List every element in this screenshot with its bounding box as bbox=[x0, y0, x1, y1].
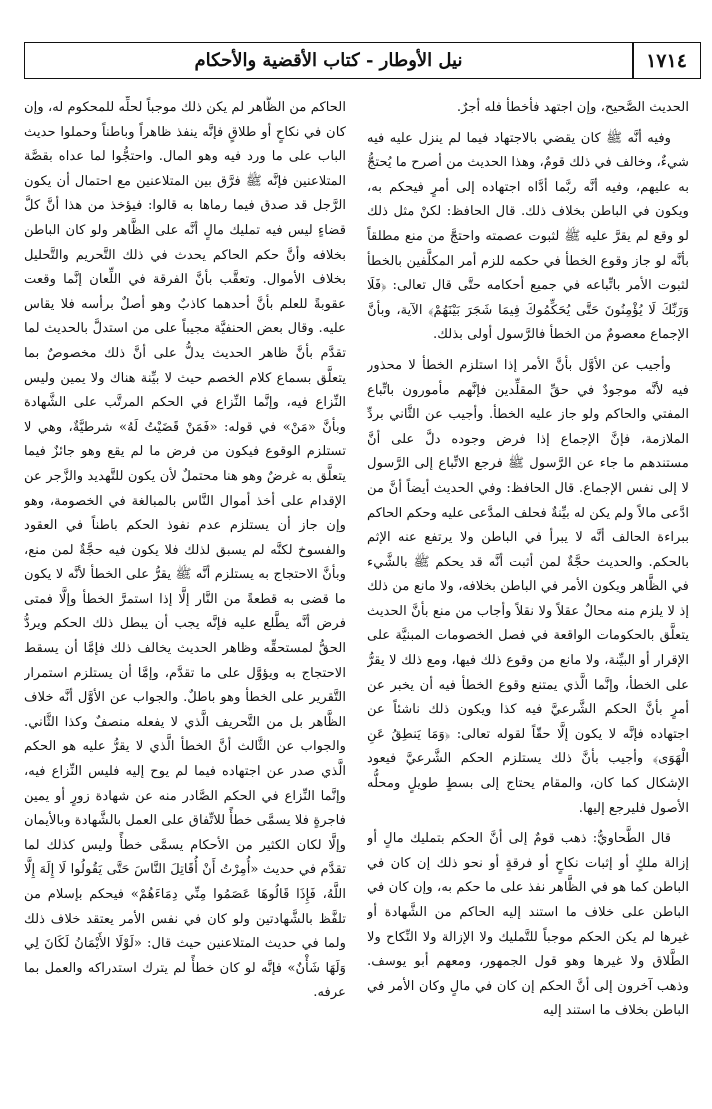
paragraph: قال الطَّحاويُّ: ذهب قومٌ إلى أنَّ الحكم بتمليك مالٍ أو إزالة ملكٍ أو إثبات نكاحٍ أو فرقةٍ أو نحو ذلك إن كان في الباطن كما هو في الظَّاهر نفذ على ما حكم به، وإن كان في الباطن على خلاف ما استند إليه الحاكم من الشَّهادة أو غيرها لم يكن الحكم موجباً للتَّمليك ولا الإزالة ولا النِّكاح ولا الطَّلاق ولا غيرها وهو قول الجمهور، ومعهم أبو يوسف. وذهب آخرون إلى أنَّ الحكم إن كان في مالٍ وكان الأمر في الباطن بخلاف ما استند إليه bbox=[367, 831, 689, 1019]
page-header bbox=[24, 42, 701, 79]
page-number: ١٧١٤ bbox=[646, 49, 687, 72]
left-column bbox=[24, 96, 346, 1096]
running-title: نيل الأوطار - كتاب الأقضية والأحكام bbox=[194, 50, 463, 71]
paragraph: الحاكم من الظَّاهر لم يكن ذلك موجباً لحلِّه للمحكوم له، وإن كان في نكاحٍ أو طلاقٍ فإنَّه ينفذ ظاهراً وباطناً وحملوا حديث الباب على ما ورد فيه وهو المال. واحتجُّوا لما عداه بقصَّة المتلاعنين فإنَّه ﷺ فرَّق بين المتلاعنين مع احتمال أن يكون الرَّجل قد صدق فيما رماها به قالوا: فيؤخذ من هذا أنَّ كلَّ قضاءٍ ليس فيه تمليك مالٍ أنَّه على الظَّاهر ولو كان الباطن بخلافه وأنَّ حكم الحاكم يحدث في ذلك التَّحريم والتَّحليل بخلاف الأموال. وتعقَّب بأنَّ الفرقة في اللِّعان إنَّما وقعت عقوبةً للعلم بأنَّ أحدهما كاذبٌ وهو أصلٌ برأسه فلا يقاس عليه. وقال بعض الحنفيَّة مجيباً على من استدلَّ بالحديث لما تقدَّم بأنَّ ظاهر الحديث يدلُّ على أنَّ ذلك مخصوصٌ بما يتعلَّق بسماع كلام الخصم حيث لا بيِّنة هناك ولا يمين وليس النِّزاع فيه، وإنَّما النِّزاع في الحكم المرتَّب على الشَّهادة وبأنَّ «مَنْ» في قوله: «فَمَنْ قَضَيْتُ لَهُ» شرطيَّةٌ، وهي لا تستلزم الوقوع فيكون من فرض ما لم يقع وهو جائزٌ فيما يتعلَّق به غرضٌ وهو هنا محتملٌ لأن يكون للتَّهديد والزَّجر عن الإقدام على أخذ أموال النَّاس بالمبالغة في الخصومة، وهو وإن جاز أن يستلزم عدم نفوذ الحكم باطناً في العقود والفسوخ لكنَّه لم يسبق لذلك فلا يكون فيه حجَّةٌ لمن منع، وبأنَّ الاحتجاج به يستلزم أنَّه ﷺ يقرُّ على الخطأ لأنَّه لا يكون ما قضى به قطعةً من النَّار إلَّا إذا استمرَّ الخطأ وإلَّا فمتى فرض أنَّه يطَّلع عليه فإنَّه يجب أن يبطل ذلك الحكم ويردُّ الحقُّ لمستحقِّه وظاهر الحديث يخالف ذلك فإمَّا أن يسقط الاحتجاج به ويؤوَّل على ما تقدَّم، وإمَّا أن يستلزم استمرار التَّقرير على الخطأ وهو باطلٌ. والجواب عن الأوَّل أنَّه خلاف الظَّاهر بل من التَّحريف الَّذي لا يفعله منصفٌ وكذا الثَّاني. والجواب عن الثَّالث أنَّ الخطأ الَّذي لا يقرُّ عليه هو الحكم الَّذي صدر عن اجتهاده فيما لم يوح إليه فليس النِّزاع فيه، وإنَّما النِّزاع في الحكم الصَّادر منه عن شهادة زورٍ أو يمين فاجرةٍ فلا يسمَّى خطأً للاتِّفاق على العمل بالشَّهادة وبالأيمان وإلَّا لكان الكثير من الأحكام يسمَّى خطأً وليس كذلك لما تقدَّم في حديث «أُمِرْتُ أَنْ أُقَاتِلَ النَّاسَ حَتَّى يَقُولُوا لَا إِلَهَ إِلَّا اللَّهُ، فَإِذَا قَالُوهَا عَصَمُوا مِنِّي دِمَاءَهُمْ» فيحكم بإسلام من تلفَّظ بالشَّهادتين ولو كان في نفس الأمر يعتقد خلاف ذلك ولما في حديث المتلاعنين حيث قال: «لَوْلَا الأَيْمَانُ لَكَانَ لِي وَلَهَا شَأْنٌ» فإنَّه لو كان خطأً لم يترك استدراكه والعمل بما عرفه. bbox=[24, 100, 346, 1001]
paragraph: وأجيب عن الأوَّل بأنَّ الأمر إذا استلزم الخطأ لا محذور فيه لأنَّه موجودٌ في حقِّ المقلِّدين فإنَّهم مأمورون باتِّباع المفتي والحاكم ولو جاز عليه الخطأ. وأجيب عن الثَّاني بردِّ الملازمة، فإنَّ الإجماع إذا فرض وجوده دلَّ على أنَّ مستندهم ما جاء عن الرَّسول ﷺ فرجع الاتِّباع إلى الرَّسول لا إلى نفس الإجماع. قال الحافظ: وفي الحديث أيضاً أنَّ من ادَّعى مالاً ولم يكن له بيِّنةٌ فحلف المدَّعى عليه وحكم الحاكم ببراءة الحالف أنَّه لا يبرأ في الباطن ولا يرتفع عنه الإثم بالحكم. والحديث حجَّةٌ لمن أثبت أنَّه قد يحكم ﷺ بالشَّيء في الظَّاهر ويكون الأمر في الباطن بخلافه، ولا مانع من ذلك إذ لا يلزم منه محالٌ عقلاً ولا نقلاً وأجاب من منع بأنَّ الحديث يتعلَّق بالحكومات الواقعة في فصل الخصومات المبنيَّة على الإقرار أو البيِّنة، ولا مانع من وقوع ذلك فيها، ومع ذلك لا يقرُّ على الخطأ، وإنَّما الَّذي يمتنع وقوع الخطأ فيه أن يخبر عن أمرٍ بأنَّ الحكم الشَّرعيَّ فيه كذا ويكون ذلك ناشئاً عن اجتهاده فإنَّه لا يكون إلَّا حقّاً لقوله تعالى: ﴿وَمَا يَنطِقُ عَنِ الْهَوَى﴾ وأجيب بأنَّ ذلك يستلزم الحكم الشَّرعيَّ فيعود الإشكال كما كان، والمقام يحتاج إلى بسطٍ طويلٍ ومحلُّه الأصول فليرجع إليها. bbox=[367, 357, 689, 816]
paragraph: الحديث الصَّحيح، وإن اجتهد فأخطأ فله أجرٌ. bbox=[456, 100, 689, 115]
paragraph: وفيه أنَّه ﷺ كان يقضي بالاجتهاد فيما لم ينزل عليه فيه شيءٌ، وخالف في ذلك قومٌ، وهذا الحديث من أصرح ما يُحتجُّ به عليهم، وفيه أنَّه ربَّما أدَّاه اجتهاده إلى أمرٍ فيحكم به، ويكون في الباطن بخلاف ذلك. قال الحافظ: لكنْ مثل ذلك لو وقع لم يقرَّ عليه ﷺ لثبوت عصمته واحتجَّ من منع مطلقاً بأنَّه لو جاز وقوع الخطأ في حكمه للزم أمر المكلَّفين بالخطأ لثبوت الأمر باتِّباعه في جميع أحكامه حتَّى قال تعالى: ﴿فَلَا وَرَبِّكَ لَا يُؤْمِنُونَ حَتَّى يُحَكِّمُوكَ فِيمَا شَجَرَ بَيْنَهُمْ﴾ الآية، وبأنَّ الإجماع معصومٌ من الخطأ فالرَّسول أولى بذلك. bbox=[367, 130, 689, 343]
right-column bbox=[367, 96, 689, 1096]
